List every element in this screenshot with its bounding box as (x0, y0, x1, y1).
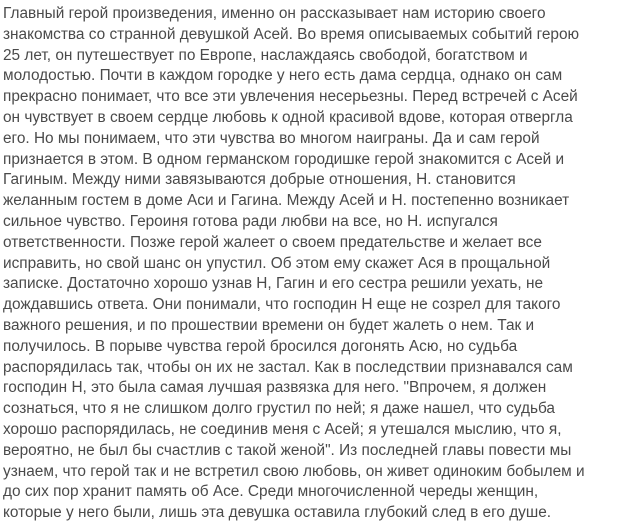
text-line: молодостью. Почти в каждом городке у него есть дама сердца, однако он сам (3, 67, 563, 85)
text-line: его. Но мы понимаем, что эти чувства во многом наиграны. Да и сам герой (3, 129, 540, 147)
text-line: дождавшись ответа. Они понимали, что господин Н еще не созрел для такого (3, 296, 561, 314)
text-line: получилось. В порыве чувства герой бросился догонять Асю, но судьба (3, 337, 518, 355)
text-line: знакомства со странной девушкой Асей. Во время описываемых событий герою (3, 25, 580, 43)
text-line: записке. Достаточно хорошо узнав Н, Гагин и его сестра решили уехать, не (3, 275, 544, 293)
text-line: до сих пор хранит память об Асе. Среди многочисленной череды женщин, (3, 483, 539, 501)
text-line: господин Н, это была самая лучшая развязка для него. "Впрочем, я должен (3, 379, 547, 397)
text-line: сознаться, что я не слишком долго грустил по ней; я даже нашел, что судьба (3, 400, 555, 418)
text-line: Гагиным. Между ними завязываются добрые отношения, Н. становится (3, 171, 516, 189)
text-line: важного решения, и по прошествии времени он будет жалеть о нем. Так и (3, 316, 535, 334)
text-line: хорошо распорядилась, не соединив меня с Асей; я утешался мыслию, что я, (3, 420, 562, 438)
text-line: исправить, но свой шанс он упустил. Об этом ему скажет Ася в прощальной (3, 254, 551, 272)
text-line: сильное чувство. Героиня готова ради любви на все, но Н. испугался (3, 212, 498, 230)
text-line: распорядилась так, чтобы он их не застал. Как в последствии признавался сам (3, 358, 573, 376)
text-line: ответственности. Позже герой жалеет о своем предательстве и желает все (3, 233, 542, 251)
text-line: признается в этом. В одном германском городишке герой знакомится с Асей и (3, 150, 565, 168)
text-line: вероятно, не был бы счастлив с такой женой". Из последней главы повести мы (3, 441, 572, 459)
text-line: Главный герой произведения, именно он рассказывает нам историю своего (3, 5, 546, 22)
text-line: он чувствует в своем сердце любовь к одной красивой вдове, которая отвергла (3, 108, 573, 126)
text-line: которые у него были, лишь эта девушка оставила глубокий след в его душе. (3, 504, 552, 522)
text-line: 25 лет, он путешествует по Европе, наслаждаясь свободой, богатством и (3, 46, 528, 64)
text-line: желанным гостем в доме Аси и Гагина. Между Асей и Н. постепенно возникает (3, 192, 570, 210)
text-line: прекрасно понимает, что все эти увлечения несерьезны. Перед встречей с Асей (3, 88, 578, 106)
text-line: узнаем, что герой так и не встретил свою любовь, он живет одиноким бобылем и (3, 462, 585, 480)
document-text (3, 4, 615, 524)
